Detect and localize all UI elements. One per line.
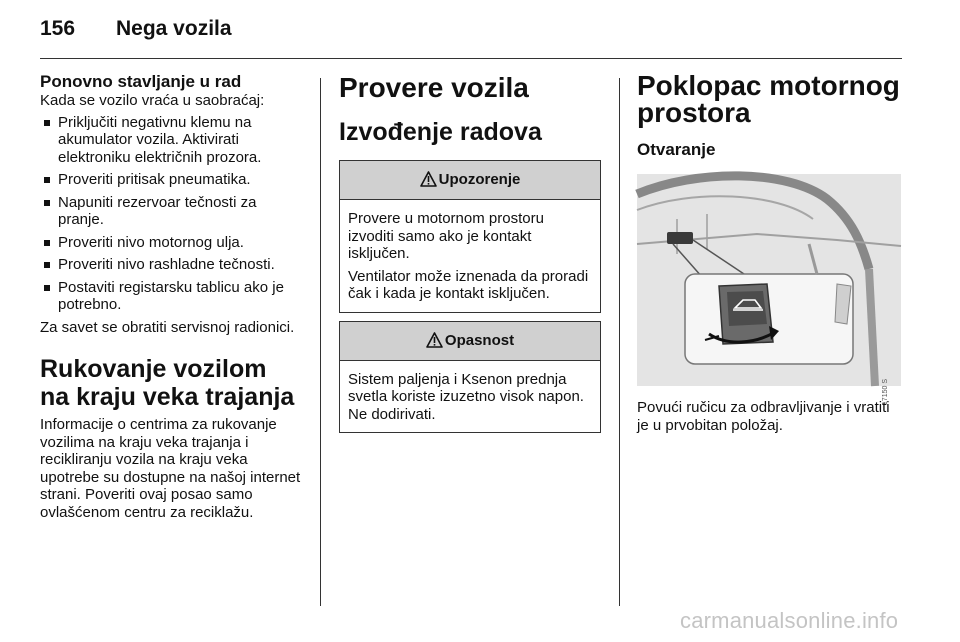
heading-end-of-life: Rukovanje vozilom na kraju veka trajanja [40,355,295,411]
list-item: Priključiti negativnu klemu na akumulator vozila. Aktivirati elektroniku električnih prozora. [40,114,302,167]
danger-body [340,361,600,433]
warning-text-1: Provere u motornom prostoru izvoditi samo ako je kontakt isključen. [348,210,544,262]
warning-body [340,200,600,312]
warning-label: Upozorenje [438,171,521,188]
image-code: 17150 S [882,379,889,406]
warning-box [339,160,601,313]
warning-text-2: Ventilator može iznenada da proradi čak i kada je kontakt isključen. [348,267,589,302]
heading-recommissioning: Ponovno stavljanje u rad [40,72,242,91]
column-left [40,72,302,521]
list-item: Postaviti registarsku tablicu ako je potrebno. [40,279,302,314]
hood-release-illustration [637,174,901,406]
page-number: 156 [40,17,76,40]
list-item: Proveriti pritisak pneumatika. [40,171,302,189]
page-section-title: Nega vozila [116,17,232,40]
watermark-text: carmanualsonline.info [680,608,899,633]
recommissioning-list [40,114,302,314]
danger-box [339,321,601,434]
list-item: Proveriti nivo motornog ulja. [40,234,302,252]
danger-header [340,322,600,361]
end-of-life-text: Informacije o centrima za rukovanje vozilima na kraju veka trajanja i recikliranju vozila na kraju veka upotrebe su dostupne na našoj internet strani. Poveriti ovaj posao samo ovlašćenom centru za reciklažu. [40,416,301,521]
list-item: Napuniti rezervoar tečnosti za pranje. [40,194,302,229]
hood-caption: Povući ručicu za odbravljivanje i vratiti je u prvobitan položaj. [637,399,890,434]
column-middle [339,72,601,433]
danger-label: Opasnost [444,331,515,349]
list-item: Proveriti nivo rashladne tečnosti. [40,256,302,274]
heading-performing-work: Izvođenje radova [339,118,542,146]
warning-triangle-icon [420,164,437,202]
heading-vehicle-checks: Provere vozila [339,72,529,103]
column-right [637,72,901,435]
header-divider [40,58,902,59]
column-divider-1 [320,78,321,606]
service-note: Za savet se obratiti servisnoj radionici. [40,318,295,336]
heading-engine-hood: Poklopac motornog prostora [637,70,900,128]
recommissioning-intro: Kada se vozilo vraća u saobraćaj: [40,92,265,109]
warning-triangle-icon [426,325,443,363]
danger-text: Sistem paljenja i Ksenon prednja svetla koriste izuzetno visok napon. Ne dodirivati. [348,370,584,423]
column-divider-2 [619,78,620,606]
heading-opening: Otvaranje [637,140,716,159]
warning-header [340,161,600,200]
